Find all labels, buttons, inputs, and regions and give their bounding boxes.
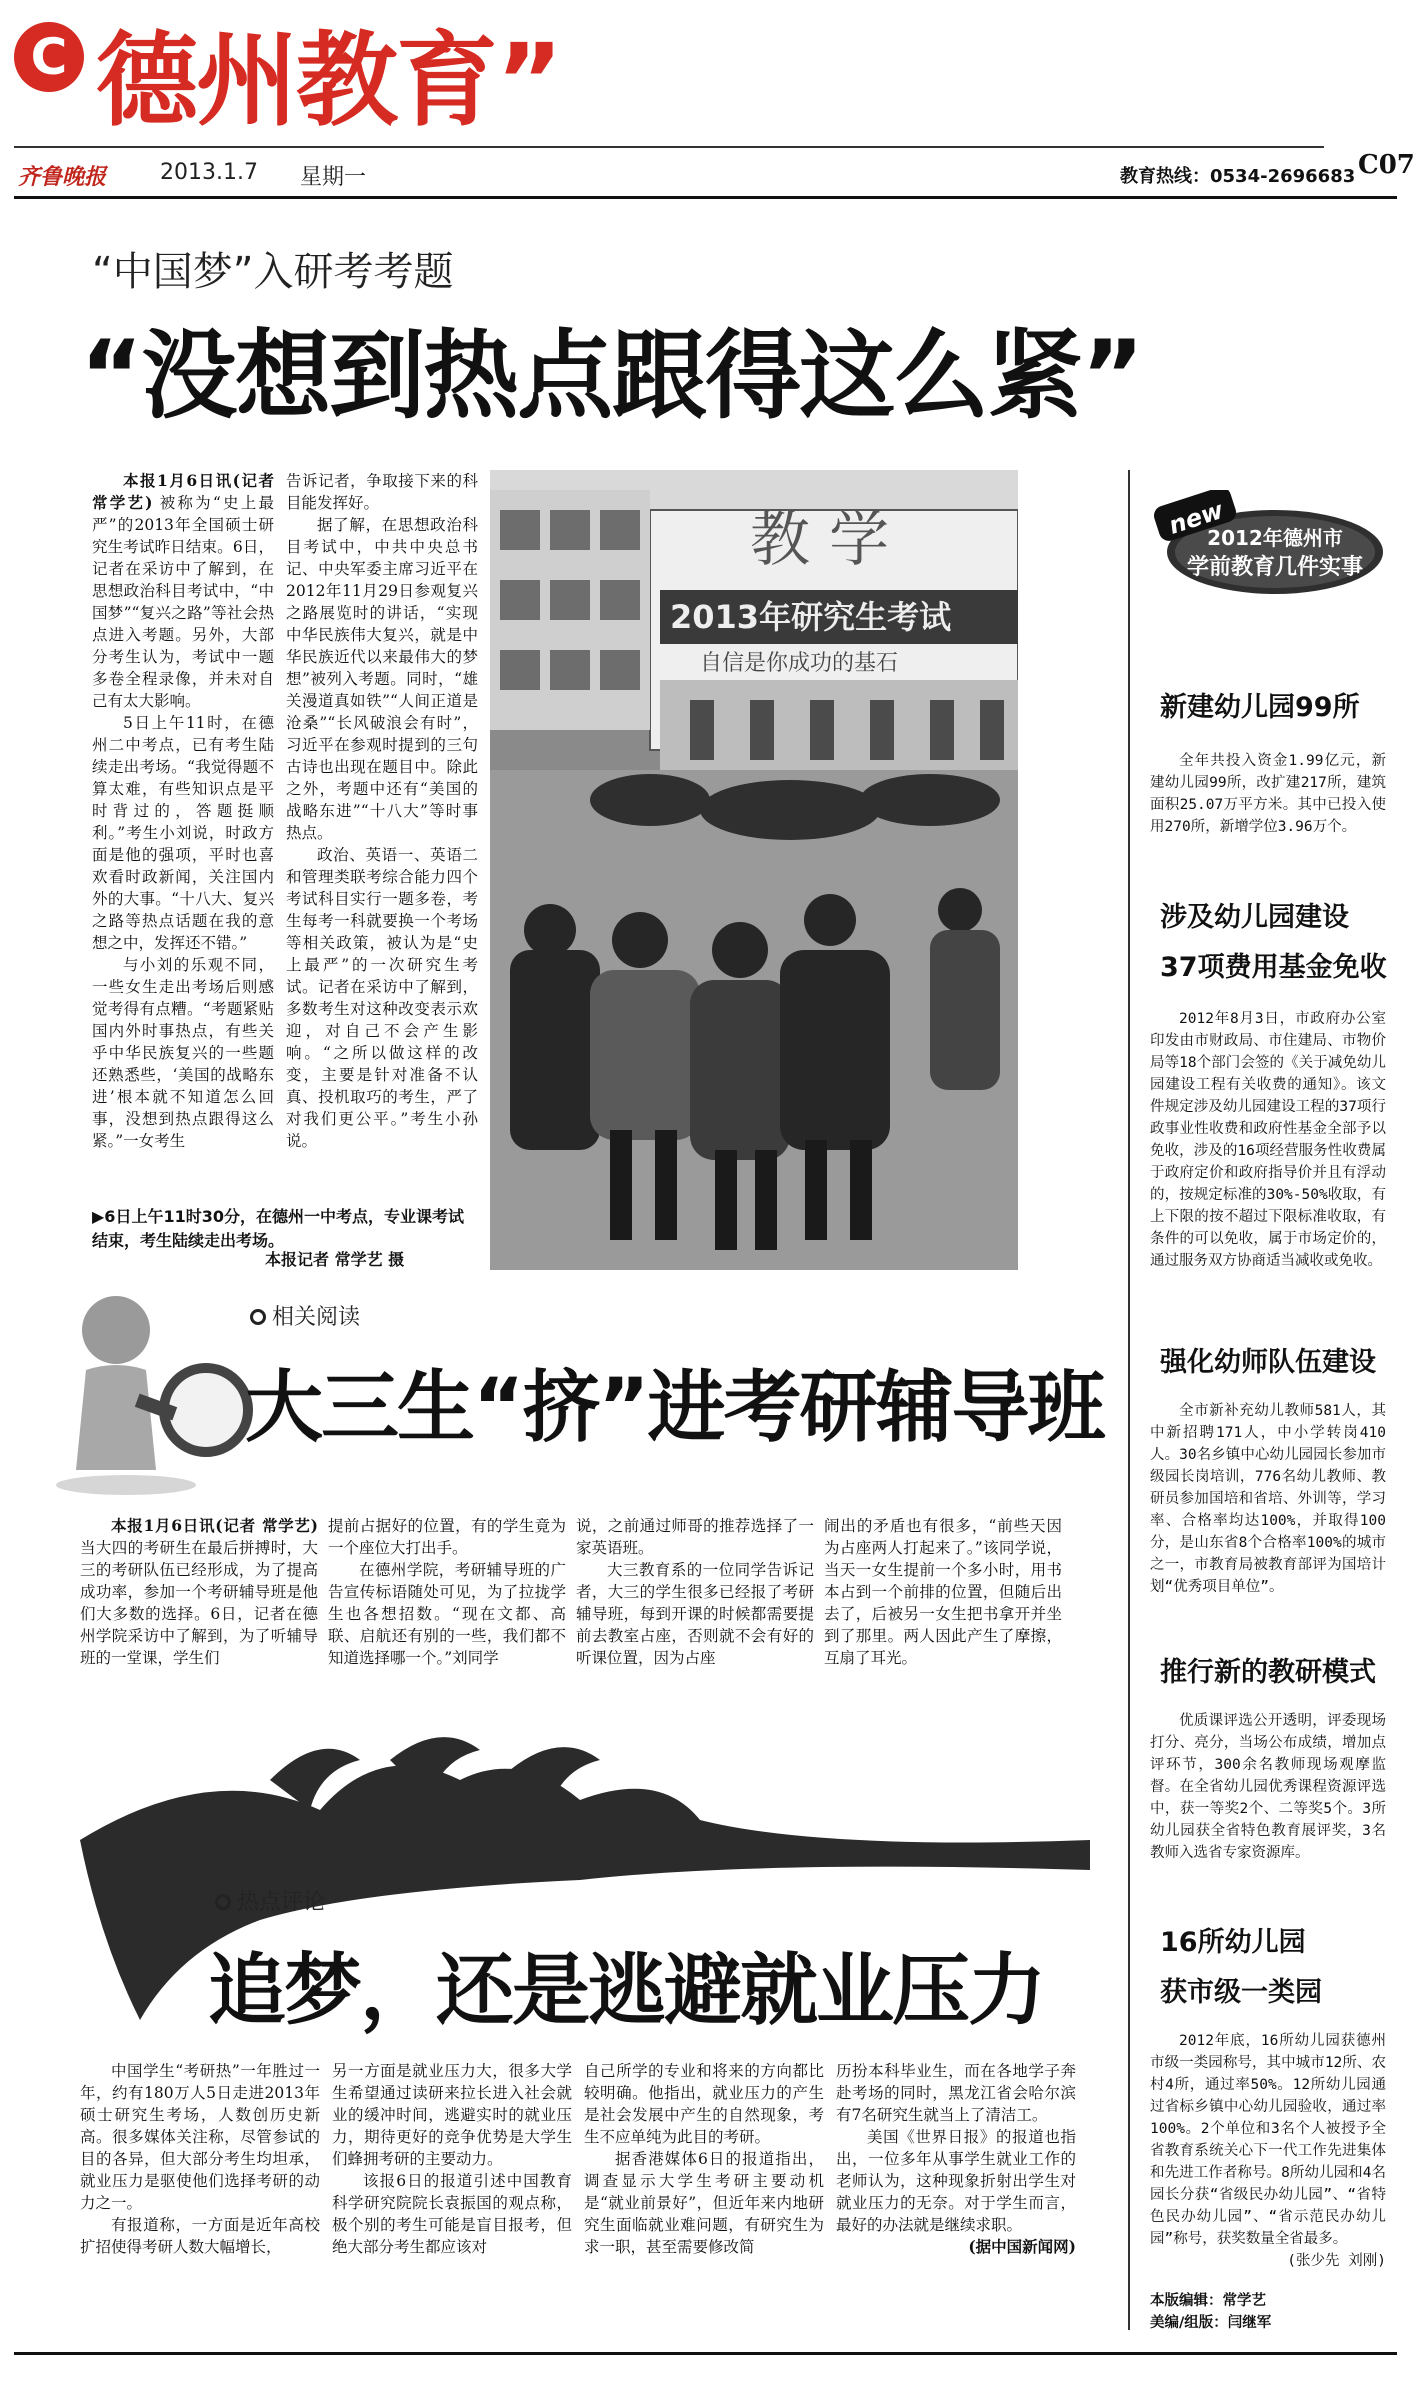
main-kicker: “中国梦”入研考考题 [92, 249, 454, 295]
weekday: 星期一 [300, 165, 367, 190]
main-headline: “没想到热点跟得这么紧” [80, 320, 1143, 432]
hotline: 教育热线：0534-2696683 [1120, 166, 1356, 187]
svg-text:new: new [1165, 495, 1227, 540]
main-column-2 [286, 470, 478, 1152]
commentary-column-4: 历扮本科毕业生，而在各地学子奔赴考场的同时，黑龙江省会哈尔滨有7名研究生就当上了清洁工。 美国《世界日报》的报道也指出，一位多年从事学生就业工作的老师认为，这种现象折射出学生对就业压力的无奈。对于学生而言，最好的办法就是继续求职。 (据中国新闻网) [836, 2062, 1076, 2256]
photo-banner: 2013年研究生考试 [670, 598, 952, 636]
page-number: C07 [1358, 150, 1415, 180]
circle-dot-icon [215, 1894, 231, 1910]
sidebar-badge-title-1: 2012年德州市 [1207, 526, 1343, 550]
commentary-tag: 热点评论 [215, 1885, 325, 1916]
paper-name: 齐鲁晚报 [18, 164, 107, 190]
masthead [0, 0, 1417, 190]
sidebar-credit: (张少先 刘刚) [1287, 2253, 1386, 2269]
sidebar-body: 优质课评选公开透明，评委现场打分、亮分，当场公布成绩，增加点评环节，300余名教师现场观摩监督。在全省幼儿园优秀课程资源评选中，获一等奖2个、二等奖5个。3所幼儿园获全省特色教育展评奖，3名教师入选省专家资源库。 [1150, 1713, 1386, 1861]
paragraph: 据了解，在思想政治科目考试中，中共中央总书记、中央军委主席习近平在2012年11月29日参观复兴之路展览时的讲话，“实现中华民族伟大复兴，就是中华民族近代以来最伟大的梦想”被列入考题。同时，“雄关漫道真如铁”“人间正道是沧桑”“长风破浪会有时”，习近平在参观时提到的三句古诗也出现在题目中。除此之外，考题中还有“美国的战略东进”“十八大”等时事热点。 [286, 516, 478, 842]
editor: 本版编辑：常学艺 [1150, 2293, 1266, 2309]
footer-divider [14, 2352, 1397, 2355]
circle-dot-icon [250, 1309, 266, 1325]
related-headline: 大三生“挤”进考研辅导班 [245, 1363, 1104, 1453]
new-badge-icon [1145, 490, 1385, 600]
paragraph: 告诉记者，争取接下来的科目能发挥好。 [286, 472, 478, 512]
commentary-column-1: 中国学生“考研热”一年胜过一年，约有180万人5日走进2013年硕士研究生考场，人数创历史新高。很多媒体关注称，尽管参试的目的各异，但大部分考生均坦承，就业压力是驱使他们选择考研的动力之一。 有报道称，一方面是近年高校扩招使得考研人数大幅增长， [80, 2062, 320, 2256]
sidebar-heading: 强化幼师队伍建设 [1160, 1347, 1376, 1378]
sidebar-heading: 获市级一类园 [1160, 1977, 1322, 2008]
sidebar-body: 全年共投入资金1.99亿元，新建幼儿园99所，改扩建217所，建筑面积25.07万平方米。其中已投入使用270所，新增学位3.96万个。 [1150, 753, 1386, 835]
sidebar-heading: 16所幼儿园 [1160, 1927, 1306, 1958]
photo-slogan: 自信是你成功的基石 [700, 651, 899, 676]
commentary-column-2: 另一方面是就业压力大，很多大学生希望通过读研来拉长进入社会就业的缓冲时间，逃避实时的就业压力，期待更好的竞争优势是大学生们蜂拥考研的主要动力。 该报6日的报道引述中国教育科学研究院院长袁振国的观点称，极个别的考生可能是盲目报考，但绝大部分考生都应该对 [332, 2062, 572, 2256]
photo-sign: 教 学 [750, 505, 890, 575]
byline: 本报1月6日讯(记者 常学艺) [92, 471, 274, 512]
photo-credit: 本报记者 常学艺 摄 [265, 1250, 405, 1269]
magnifier-figure-icon [56, 1290, 256, 1500]
sidebar-body: 2012年底，16所幼儿园获德州市级一类园称号，其中城市12所、农村4所，通过率50%。12所幼儿园通过省标乡镇中心幼儿园验收，通过率100%。2个单位和3名个人被授予全省教育系统关心下一代工作先进集体和先进工作者称号。8所幼儿园和4名园长分获“省级民办幼儿园”、“省特色民办幼儿园”、“省示范民办幼儿园”称号，获奖数量全省最多。 (张少先 刘刚) [1150, 2030, 1386, 2272]
sidebar-heading: 推行新的教研模式 [1160, 1657, 1376, 1688]
editor-credits [1150, 2290, 1386, 2334]
related-column-1: 本报1月6日讯(记者 常学艺) 当大四的考研生在最后拼搏时，大三的考研队伍已经形成，为了提高成功率，参加一个考研辅导班是他们大多数的选择。6日，记者在德州学院采访中了解到，为了听辅导班的一堂课，学生们 [80, 1516, 318, 1667]
sidebar-heading: 37项费用基金免收 [1160, 952, 1387, 983]
sidebar-badge-title-2: 学前教育几件实事 [1186, 555, 1364, 580]
sidebar-heading: 涉及幼儿园建设 [1160, 902, 1349, 933]
publication-date: 2013.1.7 [160, 160, 258, 185]
header-divider [14, 196, 1397, 199]
sidebar-body: 全市新补充幼儿教师581人，其中新招聘171人，中小学转岗410人。30名乡镇中心幼儿园园长参加市级园长岗培训，776名幼儿教师、教研员参加国培和省培、外训等，学习率、合格率均达100%，并取得100分，是山东省8个合格率100%的城市之一，市教育局被教育部评为国培计划“优秀项目单位”。 [1150, 1403, 1386, 1595]
sidebar-heading: 新建幼儿园99所 [1160, 692, 1360, 723]
exam-photo [490, 470, 1018, 1270]
section-title: 德州教育” [96, 22, 562, 141]
commentary-source: (据中国新闻网) [968, 2237, 1076, 2256]
related-column-3: 说，之前通过师哥的推荐选择了一家英语班。 大三教育系的一位同学告诉记者，大三的学生很多已经报了考研辅导班，每到开课的时候都需要提前去教室占座，否则就不会有好的听课位置，因为占座 [576, 1517, 814, 1667]
paragraph: 政治、英语一、英语二和管理类联考综合能力四个考试科目实行一题多卷，考生每考一科就要换一个考场等相关政策，被认为是“史上最严”的一次研究生考试。记者在采访中了解到，多数考生对这种改变表示欢迎，对自己不会产生影响。“之所以做这样的改变，主要是针对准备不认真、投机取巧的考生，严了对我们更公平。”考生小孙说。 [286, 846, 478, 1150]
commentary-headline: 追梦，还是逃避就业压力 [208, 1946, 1045, 2036]
paragraph: 被称为“史上最严”的2013年全国硕士研究生考试昨日结束。6日，记者在采访中了解到，在思想政治科目考试中，“中国梦”“复兴之路”等社会热点进入考题。另外，大部分考生认为，考试中一题多卷全程录像，并未对自己有太大影响。 [92, 494, 274, 710]
sidebar-body: 2012年8月3日，市政府办公室印发由市财政局、市住建局、市物价局等18个部门会签的《关于减免幼儿园建设工程有关收费的通知》。该文件规定涉及幼儿园建设工程的37项行政事业性收费和政府性基金全部予以免收，涉及的16项经营服务性收费属于政府定价和政府指导价并且有浮动的，按规定标准的30%-50%收取，有上下限的按不超过下限标准收取，有条件的可以免收，属于市场定价的，通过服务双方协商适当减收或免收。 [1150, 1011, 1386, 1269]
designer: 美编/组版：闫继军 [1150, 2315, 1272, 2331]
masthead-divider [14, 146, 1324, 148]
students-leaving-exam-image [490, 470, 1018, 1270]
related-column-4: 闹出的矛盾也有很多，“前些天因为占座两人打起来了。”该同学说，当天一女生提前一个多小时，用书本占到一个前排的位置，但随后出去了，后被另一女生把书拿开并坐到了那里。两人因此产生了摩擦，互扇了耳光。 [824, 1517, 1062, 1667]
related-column-2: 提前占据好的位置，有的学生竟为一个座位大打出手。 在德州学院，考研辅导班的广告宣传标语随处可见，为了拉拢学生也各想招数。“现在文都、高联、启航还有别的一些，我们都不知道选择哪一个。”刘同学 [328, 1517, 566, 1667]
commentary-column-3: 自己所学的专业和将来的方向都比较明确。他指出，就业压力的产生是社会发展中产生的自然现象，考生不应单纯为此目的考研。 据香港媒体6日的报道指出，调查显示大学生考研主要动机是“就业前景好”，但近年来内地研究生面临就业难问题，有研究生为求一职，甚至需要修改简 [584, 2062, 824, 2256]
related-tag: 相关阅读 [250, 1300, 360, 1331]
section-logo-icon: C [14, 22, 84, 92]
main-column-1 [92, 470, 274, 1152]
paragraph: 5日上午11时，在德州二中考点，已有考生陆续走出考场。“我觉得题不算太难，有些知识点是平时背过的，答题挺顺利。”考生小刘说，时政方面是他的强项，平时也喜欢看时政新闻，关注国内外的大事。“十八大、复兴之路等热点话题在我的意想之中，发挥还不错。” [92, 714, 274, 952]
photo-caption: ▶6日上午11时30分，在德州一中考点，专业课考试结束，考生陆续走出考场。 [92, 1207, 464, 1250]
paragraph: 与小刘的乐观不同，一些女生走出考场后则感觉考得有点糟。“考题紧贴国内外时事热点，有些关乎中华民族复兴的一些题还熟悉些，‘美国的战略东进’根本就不知道怎么回事，没想到热点跟得这么紧。”一女考生 [92, 956, 274, 1150]
